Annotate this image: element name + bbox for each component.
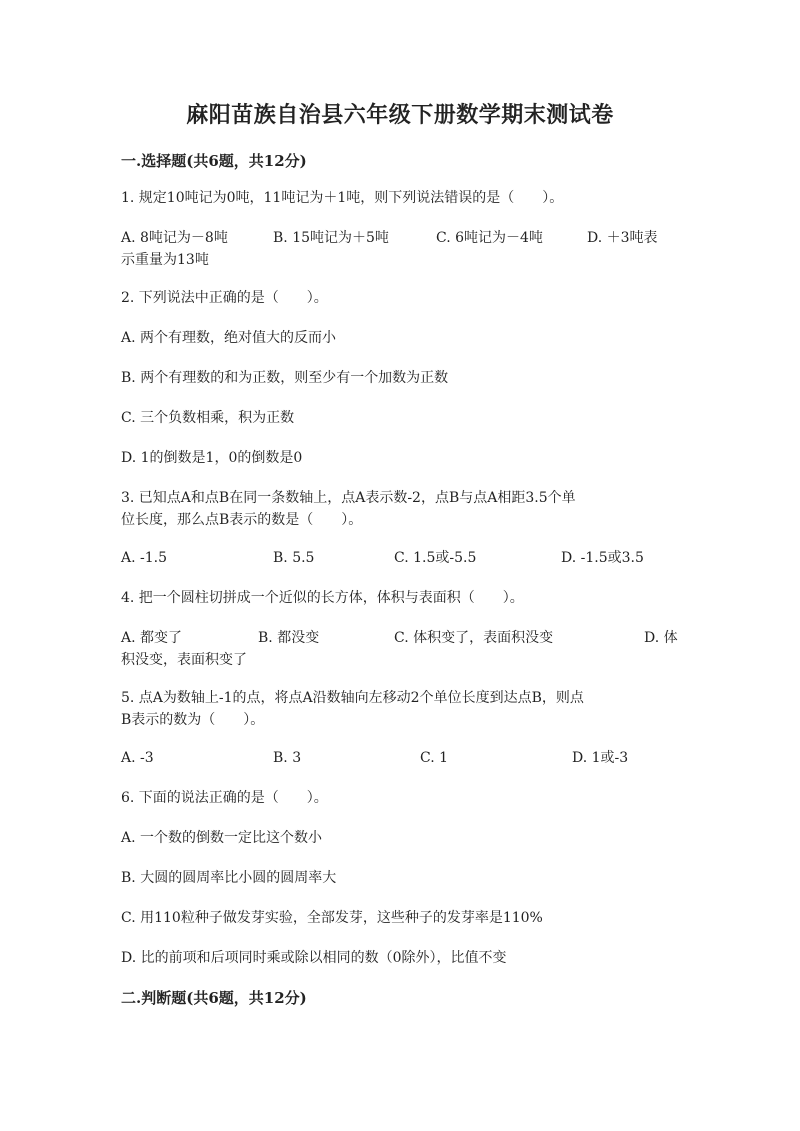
question-2-option-d: D. 1的倒数是1，0的倒数是0 [121,450,303,466]
question-6-option-c: C. 用110粒种子做发芽实验，全部发芽，这些种子的发芽率是110% [121,910,543,926]
question-3-stem-continued: 位长度，那么点B表示的数是（ ）。 [121,512,363,528]
question-1-option-d-continued: 示重量为13吨 [121,252,209,268]
question-1-option-d: D. ＋3吨表 [587,230,658,246]
question-6-option-d: D. 比的前项和后项同时乘或除以相同的数（0除外），比值不变 [121,950,507,966]
question-2-option-a: A. 两个有理数，绝对值大的反而小 [121,330,337,346]
question-4-option-d-continued: 积没变，表面积变了 [121,652,247,668]
question-1-option-a: A. 8吨记为－8吨 [121,230,228,246]
question-3-option-a: A. -1.5 [121,550,168,566]
question-5-stem-continued: B表示的数为（ ）。 [121,712,265,728]
question-4-option-c: C. 体积变了，表面积没变 [394,630,554,646]
question-2-stem: 2. 下列说法中正确的是（ ）。 [121,290,328,306]
section-heading-choice: 一.选择题(共6题，共12分) [121,152,307,170]
question-1-option-c: C. 6吨记为－4吨 [436,230,543,246]
question-3-option-d: D. -1.5或3.5 [561,550,644,566]
question-6-stem: 6. 下面的说法正确的是（ ）。 [121,790,328,806]
question-3-option-b: B. 5.5 [273,550,315,566]
question-5-option-b: B. 3 [273,750,302,766]
section-heading-true-false: 二.判断题(共6题，共12分) [121,989,307,1007]
question-5-option-a: A. -3 [121,750,154,766]
question-3-stem: 3. 已知点A和点B在同一条数轴上，点A表示数-2，点B与点A相距3.5个单 [121,490,576,506]
question-1-stem: 1. 规定10吨记为0吨，11吨记为＋1吨，则下列说法错误的是（ ）。 [121,190,564,206]
question-5-option-c: C. 1 [420,750,449,766]
page-title: 麻阳苗族自治县六年级下册数学期末测试卷 [186,102,614,128]
question-6-option-a: A. 一个数的倒数一定比这个数小 [121,830,323,846]
question-6-option-b: B. 大圆的圆周率比小圆的圆周率大 [121,870,337,886]
question-5-option-d: D. 1或-3 [572,750,629,766]
question-5-stem: 5. 点A为数轴上-1的点，将点A沿数轴向左移动2个单位长度到达点B，则点 [121,690,584,706]
question-1-option-b: B. 15吨记为＋5吨 [273,230,389,246]
question-2-option-c: C. 三个负数相乘，积为正数 [121,410,295,426]
question-4-option-d: D. 体 [644,630,678,646]
question-2-option-b: B. 两个有理数的和为正数，则至少有一个加数为正数 [121,370,449,386]
question-3-option-c: C. 1.5或-5.5 [394,550,477,566]
question-4-option-a: A. 都变了 [121,630,183,646]
question-4-option-b: B. 都没变 [258,630,320,646]
question-4-stem: 4. 把一个圆柱切拼成一个近似的长方体，体积与表面积（ ）。 [121,590,524,606]
